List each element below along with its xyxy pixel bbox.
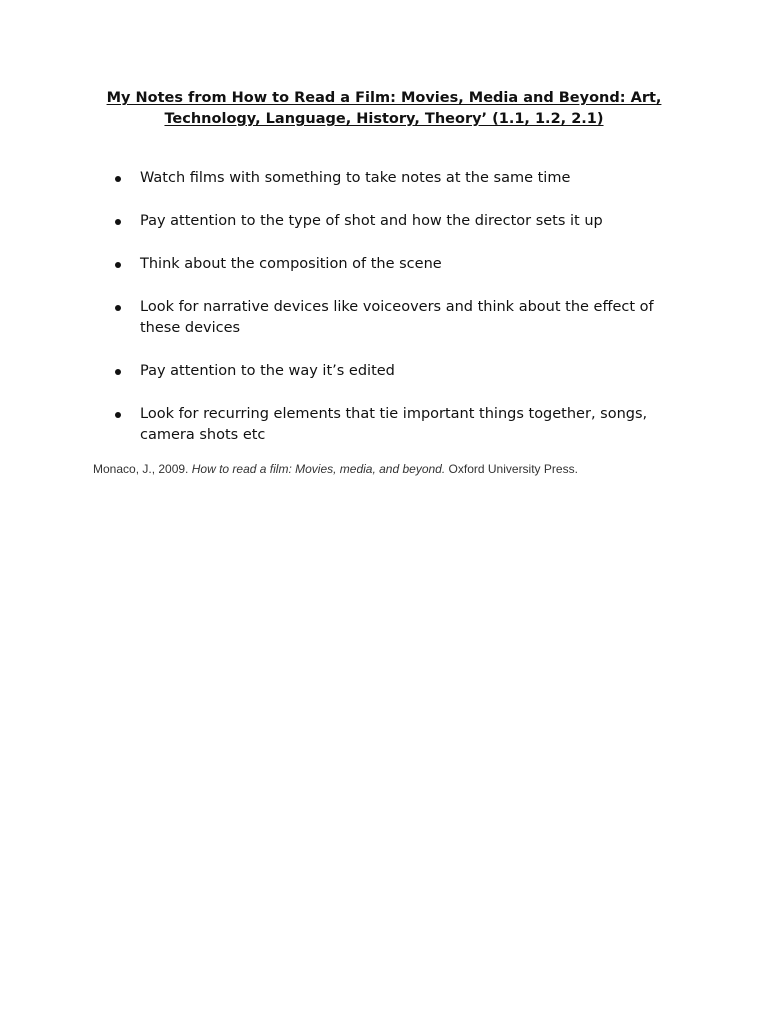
bullet-icon <box>115 369 121 375</box>
citation-author-year: Monaco, J., 2009. <box>93 462 192 476</box>
note-text: Look for narrative devices like voiceovers and think about the effect of these devices <box>140 299 654 336</box>
note-item <box>112 168 672 189</box>
document-title <box>90 88 678 130</box>
bullet-icon <box>115 176 121 182</box>
notes-list <box>112 168 672 468</box>
note-text: Pay attention to the type of shot and how the director sets it up <box>140 213 603 229</box>
note-item <box>112 297 672 339</box>
bullet-icon <box>115 262 121 268</box>
title-line-1: My Notes from How to Read a Film: Movies, Media and Beyond: Art, <box>106 90 662 106</box>
note-text: Pay attention to the way it’s edited <box>140 363 395 379</box>
citation-work-title: How to read a film: Movies, media, and beyond. <box>191 462 446 476</box>
citation-publisher: Oxford University Press. <box>445 462 578 476</box>
note-item <box>112 254 672 275</box>
bullet-icon <box>115 305 121 311</box>
note-text: Look for recurring elements that tie important things together, songs, camera shots etc <box>140 406 648 443</box>
note-item <box>112 404 672 446</box>
bullet-icon <box>115 219 121 225</box>
note-item <box>112 361 672 382</box>
note-text: Watch films with something to take notes at the same time <box>140 170 571 186</box>
citation <box>93 461 713 477</box>
bullet-icon <box>115 412 121 418</box>
note-text: Think about the composition of the scene <box>140 256 442 272</box>
title-line-2: Technology, Language, History, Theory’ (1.1, 1.2, 2.1) <box>164 111 604 127</box>
note-item <box>112 211 672 232</box>
